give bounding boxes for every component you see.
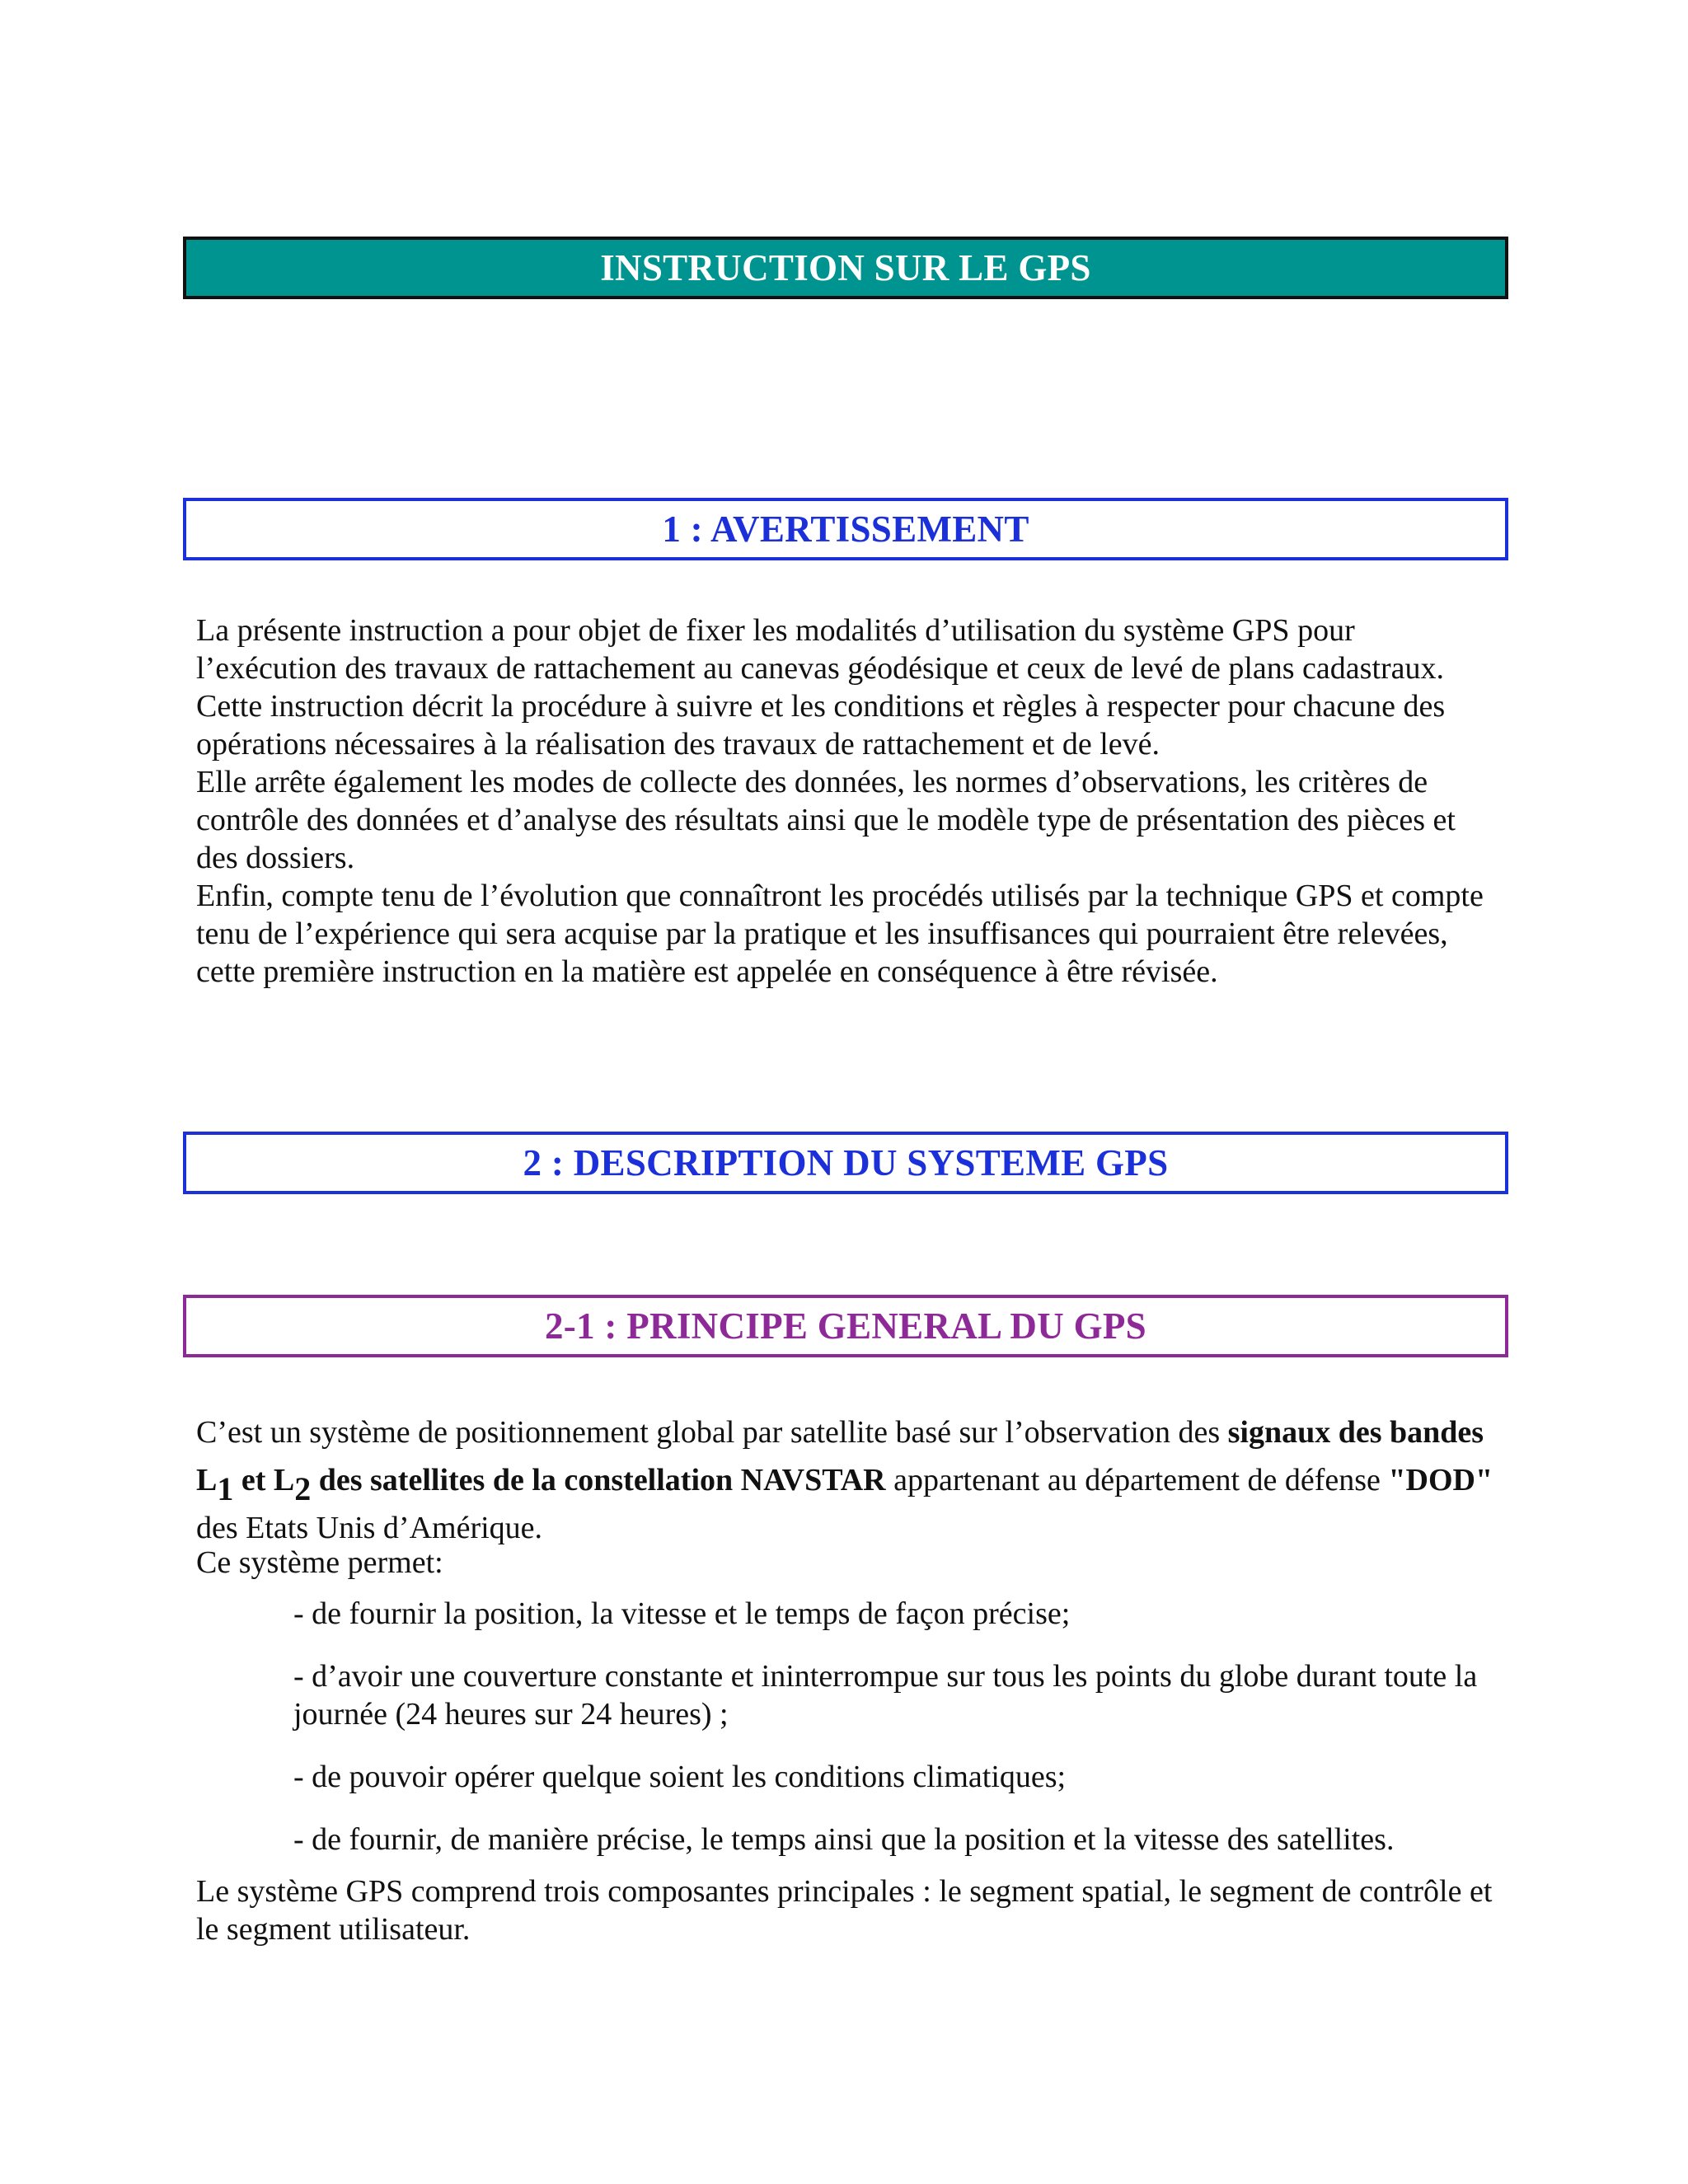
section-2-1-heading-box: [183, 1295, 1508, 1357]
section-2-1-closing: [196, 1872, 1498, 1948]
section-1-heading: 1 : AVERTISSEMENT: [662, 509, 1029, 550]
document-title: INSTRUCTION SUR LE GPS: [600, 247, 1091, 288]
subscript-1: 1: [217, 1470, 234, 1507]
list-item: - d’avoir une couverture constante et ininterrompue sur tous les points du globe durant toute la journée (24 heures sur 24 heures) ;: [293, 1659, 1478, 1732]
list-item: - de fournir la position, la vitesse et le temps de façon précise;: [293, 1596, 1071, 1631]
paragraph: La présente instruction a pour objet de fixer les modalités d’utilisation du système GPS pour l’exécution des travaux de rattachement au canevas géodésique et ceux de levé de plans cadastraux.: [196, 613, 1445, 686]
section-1-body: [196, 612, 1498, 991]
intro-text: C’est un système de positionnement global par satellite basé sur l’observation des: [196, 1415, 1228, 1450]
list-item: - de pouvoir opérer quelque soient les conditions climatiques;: [293, 1760, 1067, 1794]
paragraph: Elle arrête également les modes de collecte des données, les normes d’observations, les critères de contrôle des données et d’analyse des résultats ainsi que le modèle type de présentation des pièces et des dossiers.: [196, 765, 1456, 875]
intro-text: des Etats Unis d’Amérique.: [196, 1511, 543, 1545]
intro-paragraph: [196, 1408, 1498, 1552]
paragraph: Cette instruction décrit la procédure à suivre et les conditions et règles à respecter pour chacune des opérations nécessaires à la réalisation des travaux de rattachement et de levé.: [196, 689, 1446, 762]
dod-label: "DOD": [1388, 1463, 1493, 1497]
list-item: - de fournir, de manière précise, le temps ainsi que la position et la vitesse des satellites.: [293, 1822, 1395, 1857]
section-2-1-heading: 2-1 : PRINCIPE GENERAL DU GPS: [545, 1305, 1146, 1347]
subscript-2: 2: [294, 1470, 312, 1507]
section-2-heading: 2 : DESCRIPTION DU SYSTEME GPS: [523, 1142, 1169, 1183]
document-title-banner: [183, 237, 1508, 299]
intro-bold-text: signaux des bandes L: [196, 1415, 1484, 1497]
section-1-heading-box: [183, 498, 1508, 560]
intro-text: appartenant au département de défense: [885, 1463, 1389, 1497]
closing-paragraph: Le système GPS comprend trois composantes principales : le segment spatial, le segment de contrôle et le segment utilisateur.: [196, 1874, 1493, 1947]
section-2-heading-box: [183, 1132, 1508, 1194]
intro-bold-text: des satellites de la constellation NAVSTAR: [311, 1463, 886, 1497]
paragraph: Enfin, compte tenu de l’évolution que connaîtront les procédés utilisés par la technique GPS et compte tenu de l’expérience qui sera acquise par la pratique et les insuffisances qui pourraient être relevées, cette première instruction en la matière est appelée en conséquence à être révisée.: [196, 879, 1484, 989]
section-2-1-intro: [196, 1413, 1498, 1582]
lead-text: Ce système permet:: [196, 1545, 443, 1580]
intro-bold-text: et L: [233, 1463, 295, 1497]
